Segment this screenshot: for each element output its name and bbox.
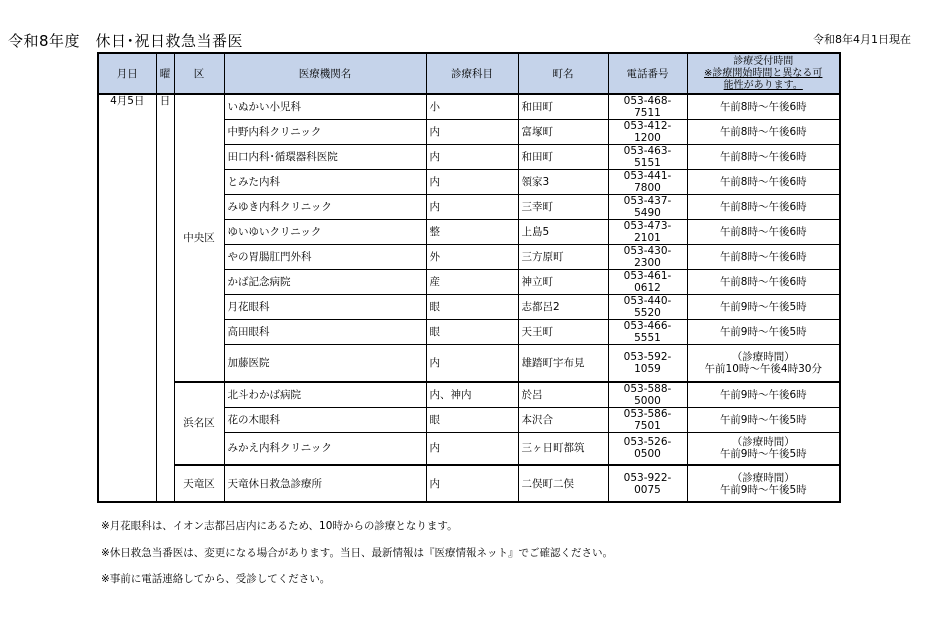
- col-header-ward: 区: [174, 53, 224, 94]
- department: 内: [426, 170, 518, 195]
- facility-name: とみた内科: [224, 170, 426, 195]
- town: 三方原町: [518, 245, 608, 270]
- facility-name: 天竜休日救急診療所: [224, 465, 426, 502]
- facility-name: やの胃腸肛門外科: [224, 245, 426, 270]
- town: 本沢合: [518, 407, 608, 432]
- reception-hours: 午前8時～午後6時: [687, 270, 840, 295]
- phone-number: 053-463-5151: [608, 145, 687, 170]
- department: 眼: [426, 295, 518, 320]
- town: 雄踏町宇布見: [518, 345, 608, 382]
- reception-hours: [687, 345, 840, 382]
- town: 和田町: [518, 145, 608, 170]
- page-title: 令和8年度 休日･祝日救急当番医: [8, 32, 244, 50]
- reception-hours: 午前8時～午後6時: [687, 220, 840, 245]
- department: 眼: [426, 407, 518, 432]
- reception-hours: 午前8時～午後6時: [687, 195, 840, 220]
- department: 産: [426, 270, 518, 295]
- hours-line: （診療時間）: [731, 471, 795, 484]
- facility-name: 北斗わかば病院: [224, 382, 426, 408]
- reception-hours: 午前8時～午後6時: [687, 145, 840, 170]
- reception-hours: 午前9時～午後5時: [687, 407, 840, 432]
- phone-number: 053-588-5000: [608, 382, 687, 408]
- town: 三幸町: [518, 195, 608, 220]
- facility-name: ゆいゆいクリニック: [224, 220, 426, 245]
- town: 三ヶ日町都筑: [518, 432, 608, 465]
- col-header-department: 診療科目: [426, 53, 518, 94]
- phone-number: 053-466-5551: [608, 320, 687, 345]
- date-cell: 4月5日: [98, 94, 156, 502]
- note-2: ※休日救急当番医は、変更になる場合があります。当日、最新情報は『医療情報ネット』でご確認ください。: [101, 547, 613, 559]
- phone-number: 053-412-1200: [608, 120, 687, 145]
- department: 内: [426, 465, 518, 502]
- table-row: [98, 382, 840, 408]
- phone-number: 053-468-7511: [608, 94, 687, 120]
- town: 二俣町二俣: [518, 465, 608, 502]
- hours-line: 午前9時～午後5時: [719, 448, 807, 461]
- phone-number: 053-440-5520: [608, 295, 687, 320]
- town: 於呂: [518, 382, 608, 408]
- reception-hours: [687, 465, 840, 502]
- phone-number: 053-922-0075: [608, 465, 687, 502]
- department: 内: [426, 195, 518, 220]
- table-row: [98, 465, 840, 502]
- phone-number: 053-526-0500: [608, 432, 687, 465]
- town: 富塚町: [518, 120, 608, 145]
- facility-name: 加藤医院: [224, 345, 426, 382]
- reception-hours: 午前8時～午後6時: [687, 120, 840, 145]
- facility-name: 田口内科･循環器科医院: [224, 145, 426, 170]
- town: 神立町: [518, 270, 608, 295]
- hours-header-line1: 診療受付時間: [733, 55, 794, 67]
- reception-hours: 午前8時～午後6時: [687, 170, 840, 195]
- table-header-row: [98, 53, 840, 94]
- facility-name: みかえ内科クリニック: [224, 432, 426, 465]
- department: 整: [426, 220, 518, 245]
- ward-cell: 中央区: [174, 94, 224, 382]
- ward-cell: 浜名区: [174, 382, 224, 466]
- hours-line: 午前9時～午後5時: [719, 483, 807, 496]
- department: 内: [426, 345, 518, 382]
- facility-name: いぬかい小児科: [224, 94, 426, 120]
- phone-number: 053-441-7800: [608, 170, 687, 195]
- facility-name: 月花眼科: [224, 295, 426, 320]
- col-header-town: 町名: [518, 53, 608, 94]
- phone-number: 053-430-2300: [608, 245, 687, 270]
- facility-name: 中野内科クリニック: [224, 120, 426, 145]
- duty-doctor-table: [97, 52, 841, 503]
- town: 上島5: [518, 220, 608, 245]
- reception-hours: [687, 432, 840, 465]
- phone-number: 053-586-7501: [608, 407, 687, 432]
- col-header-facility: 医療機関名: [224, 53, 426, 94]
- hours-line: （診療時間）: [731, 350, 795, 363]
- department: 眼: [426, 320, 518, 345]
- hours-line: （診療時間）: [731, 436, 795, 449]
- facility-name: 高田眼科: [224, 320, 426, 345]
- note-3: ※事前に電話連絡してから、受診してください。: [101, 573, 331, 585]
- town: 領家3: [518, 170, 608, 195]
- reception-hours: 午前9時～午後5時: [687, 320, 840, 345]
- department: 内: [426, 120, 518, 145]
- col-header-hours: [687, 53, 840, 94]
- weekday-cell: 日: [156, 94, 174, 502]
- ward-cell: 天竜区: [174, 465, 224, 502]
- note-1: ※月花眼科は、イオン志都呂店内にあるため、10時からの診療となります。: [101, 520, 458, 532]
- hours-header-line3: 能性があります。: [723, 79, 803, 91]
- col-header-phone: 電話番号: [608, 53, 687, 94]
- department: 内、神内: [426, 382, 518, 408]
- as-of-date: 令和8年4月1日現在: [813, 33, 911, 46]
- reception-hours: 午前9時～午後6時: [687, 382, 840, 408]
- facility-name: かば記念病院: [224, 270, 426, 295]
- department: 小: [426, 94, 518, 120]
- hours-line: 午前10時～午後4時30分: [704, 362, 822, 375]
- department: 外: [426, 245, 518, 270]
- department: 内: [426, 145, 518, 170]
- table-row: [98, 94, 840, 120]
- col-header-weekday: 曜: [156, 53, 174, 94]
- department: 内: [426, 432, 518, 465]
- reception-hours: 午前8時～午後6時: [687, 94, 840, 120]
- phone-number: 053-592-1059: [608, 345, 687, 382]
- town: 天王町: [518, 320, 608, 345]
- reception-hours: 午前9時～午後5時: [687, 295, 840, 320]
- phone-number: 053-461-0612: [608, 270, 687, 295]
- hours-header-line2: ※診療開始時間と異なる可: [704, 67, 823, 79]
- town: 和田町: [518, 94, 608, 120]
- town: 志都呂2: [518, 295, 608, 320]
- col-header-date: 月日: [98, 53, 156, 94]
- phone-number: 053-473-2101: [608, 220, 687, 245]
- facility-name: 花の木眼科: [224, 407, 426, 432]
- reception-hours: 午前8時～午後6時: [687, 245, 840, 270]
- phone-number: 053-437-5490: [608, 195, 687, 220]
- facility-name: みゆき内科クリニック: [224, 195, 426, 220]
